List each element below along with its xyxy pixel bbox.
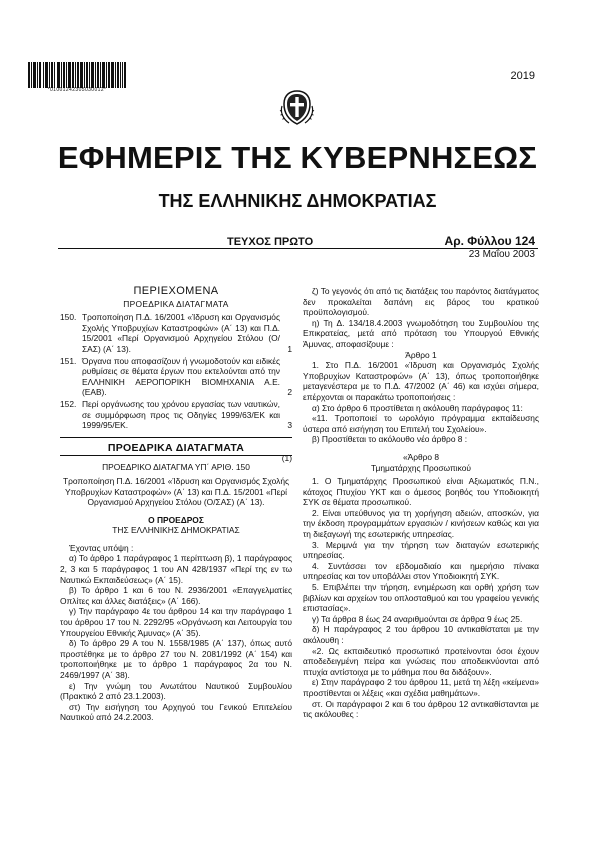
barcode-number: *01001242305030012* — [47, 87, 107, 93]
paragraph: «2. Ως εκπαιδευτικό προσωπικό προτείνονται όσοι έχουν αποδεδειγμένη πείρα και γνώσεις που αποδεικνύονται από πτυχία αντίστοιχα με το μάθημα που θα διδάξουν». — [303, 645, 539, 677]
considering-line: Έχοντας υπόψη : — [69, 542, 134, 553]
paragraph: στ. Οι παράγραφοι 2 και 6 του άρθρου 12 αντικαθίστανται με τις ακόλουθες : — [303, 698, 539, 720]
left-column — [60, 286, 292, 723]
paragraph: γ) Την παράγραφο 4ε του άρθρου 14 και την παράγραφο 1 του άρθρου 17 του Ν. 2292/95 «Οργάνωση και Λειτουργία του Υπουργείου Εθνικής Άμυνας» (Α΄ 35). — [60, 606, 292, 638]
decrees-heading-rule — [60, 455, 292, 456]
toc-text: Περί οργάνωσης του χρόνου εργασίας των ναυτικών, σε συμμόρφωση προς τις Οδηγίες 1999/63/ΕΚ και 1999/95/ΕΚ. — [82, 398, 280, 431]
toc-item[interactable] — [60, 312, 292, 354]
article-heading: «Άρθρο 8 — [402, 451, 440, 462]
contents-heading: ΠΕΡΙΕΧΟΜΕΝΑ — [133, 285, 219, 297]
toc-number: 150. — [60, 312, 77, 323]
coat-of-arms-icon — [277, 88, 317, 128]
issue-type: ΤΕΥΧΟΣ ΠΡΩΤΟ — [227, 236, 314, 248]
paragraph: α) Στο άρθρο 6 προστίθεται η ακόλουθη παράγραφος 11: — [312, 402, 523, 413]
paragraph: ε) Στην παράγραφο 2 του άρθρου 11, μετά τη λέξη «κείμενα» προστίθενται οι λέξεις «και σχέδια μαθημάτων». — [303, 677, 539, 698]
toc-number: 151. — [60, 355, 77, 366]
toc-page: 3 — [287, 420, 292, 431]
paragraph: δ) Το άρθρο 29 Α του Ν. 1558/1985 (Α΄ 137), όπως αυτό προστέθηκε με το άρθρο 27 του Ν. 2081/1992 (Α΄ 154) και τροποποιήθηκε με το άρθρο 1 παράγραφος 2α του Ν. 2469/1997 (Α΄ 38). — [60, 638, 292, 680]
article-title: Τμηματάρχης Προσωπικού — [371, 462, 471, 473]
paragraph: 1. Ο Τμηματάρχης Προσωπικού είναι Αξιωματικός Π.Ν., κάτοχος Πτυχίου ΥΚΤ και ο άμεσος βοηθός του Υποδιοικητή ΣΥΚ σε θέματα προσωπικού. — [303, 476, 539, 508]
barcode — [28, 62, 126, 88]
toc-page: 2 — [287, 387, 292, 398]
toc-text: Τροποποίηση Π.Δ. 16/2001 «Ίδρυση και Οργανισμός Σχολής Υποβρυχίων Καταστροφών» (Α΄ 13) και Π.Δ. 15/2001 «Περί Οργανισμού Αρχηγείου Στόλου (Ο/ΣΑΣ) (Α΄ 13). — [82, 312, 280, 354]
paragraph: β) Το άρθρο 1 και 6 του Ν. 2936/2001 «Επαγγελματίες Οπλίτες και άλλες διατάξεις» (Α΄ 166). — [60, 585, 292, 606]
paragraph: δ) Η παράγραφος 2 του άρθρου 10 αντικαθίσταται με την ακόλουθη : — [303, 624, 539, 645]
decree-number — [60, 453, 292, 473]
decree-tag: (1) — [281, 453, 292, 464]
contents-subheading: ΠΡΟΕΔΡΙΚΑ ΔΙΑΤΑΓΜΑΤΑ — [123, 298, 229, 309]
issue-date: 23 Μαΐου 2003 — [468, 249, 535, 260]
paragraph: ε) Την γνώμη του Ανωτάτου Ναυτικού Συμβουλίου (Πρακτικό 2 από 23.1.2003). — [60, 680, 292, 702]
paragraph: 3. Μεριμνά για την τήρηση των διαταγών εσωτερικής υπηρεσίας. — [303, 539, 539, 561]
toc-page: 1 — [287, 343, 292, 354]
paragraph: «11. Τροποποιεί το ωρολόγιο πρόγραμμα εκπαίδευσης ύστερα από εισήγηση του Επιτελή του Σχολείου». — [303, 413, 539, 434]
paragraph: γ) Τα άρθρα 8 έως 24 αναριθμούνται σε άρθρα 9 έως 25. — [312, 613, 523, 624]
president-heading: Ο ΠΡΟΕΔΡΟΣ — [148, 514, 204, 525]
gazette-title: ΕΦΗΜΕΡΙΣ ΤΗΣ ΚΥΒΕΡΝΗΣΕΩΣ — [57, 140, 538, 175]
paragraph: η) Τη Δ. 134/18.4.2003 γνωμοδότηση του Συμβουλίου της Επικρατείας, μετά από πρόταση του Υπουργού Εθνικής Άμυνας, αποφασίζουμε : — [303, 317, 539, 349]
article-heading: Άρθρο 1 — [405, 349, 437, 360]
decree-title: Τροποποίηση Π.Δ. 16/2001 «Ίδρυση και Οργανισμός Σχολής Υποβρυχίων Καταστροφών» (Α΄ 13) και Π.Δ. 15/2001 «Περί Οργανισμού Αρχηγείου Στόλου (Ο/ΣΑΣ) (Α΄ 13). — [62, 475, 290, 508]
toc-item[interactable] — [60, 356, 292, 398]
paragraph: στ) Την εισήγηση του Αρχηγού του Γενικού Επιτελείου Ναυτικού από 24.2.2003. — [60, 701, 292, 723]
paragraph: α) Το άρθρο 1 παράγραφος 1 περίπτωση β), 1 παράγραφος 2, 3 και 5 παράγραφος 1 του ΑΝ 428/1937 «Περί της εν τω Ναυτικώ Εκπαιδεύσεως» (Α΄ 15). — [60, 553, 292, 585]
decrees-heading: ΠΡΟΕΔΡΙΚΑ ΔΙΑΤΑΓΜΑΤΑ — [107, 441, 245, 454]
contents-divider — [60, 437, 292, 438]
right-column — [303, 286, 539, 720]
decree-number-text: ΠΡΟΕΔΡΙΚΟ ΔΙΑΤΑΓΜΑ ΥΠ΄ ΑΡΙΘ. 150 — [102, 462, 250, 473]
paragraph: 1. Στο Π.Δ. 16/2001 «Ίδρυση και Οργανισμός Σχολής Υποβρυχίων Καταστροφών» (Α΄ 13), όπως τροποποιήθηκε μεταγενέστερα με το Π.Δ. 47/2002 (Α΄ 46) και ισχύει σήμερα, επέρχονται οι παρακάτω τροποποιήσεις : — [303, 360, 539, 402]
paragraph: β) Προστίθεται το ακόλουθο νέο άρθρο 8 : — [312, 434, 468, 445]
sheet-number: Αρ. Φύλλου 124 — [444, 234, 535, 248]
president-subheading: ΤΗΣ ΕΛΛΗΝΙΚΗΣ ΔΗΜΟΚΡΑΤΙΑΣ — [112, 525, 240, 536]
toc-item[interactable] — [60, 399, 292, 431]
paragraph: 2. Είναι υπεύθυνος για τη χορήγηση αδειών, αποσκών, για την έκδοση προγραμμάτων εργασιών / κινήσεων καθώς και για τη διεξαγωγή της εσωτερικής υπηρεσίας. — [303, 507, 539, 540]
toc-text: Όργανα που αποφασίζουν ή γνωμοδοτούν και ειδικές ρυθμίσεις σε θέματα έργων που εκτελούνται από την ΕΛΛΗΝΙΚΗ ΑΕΡΟΠΟΡΙΚΗ ΒΙΟΜΗΧΑΝΙΑ Α.Ε. (ΕΑΒ). — [82, 355, 280, 398]
paragraph: ζ) Το γεγονός ότι από τις διατάξεις του παρόντος διατάγματος δεν προκαλείται δαπάνη εις βάρος του κρατικού προϋπολογισμού. — [303, 286, 539, 318]
header-divider — [58, 248, 538, 249]
page-number: 2019 — [510, 70, 535, 82]
paragraph: 4. Συντάσσει τον εβδομαδιαίο και ημερήσιο πίνακα υπηρεσίας και τον υποβάλλει στον Υποδιοικητή ΣΥΚ. — [303, 560, 539, 582]
gazette-subtitle: ΤΗΣ ΕΛΛΗΝΙΚΗΣ ΔΗΜΟΚΡΑΤΙΑΣ — [158, 191, 437, 211]
toc-number: 152. — [60, 398, 77, 409]
paragraph: 5. Επιβλέπει την τήρηση, ενημέρωση και ορθή χρήση των βιβλίων και αρχείων του οπλοσταθμού και του γραφείου γενικής επιστασίας». — [303, 582, 539, 614]
